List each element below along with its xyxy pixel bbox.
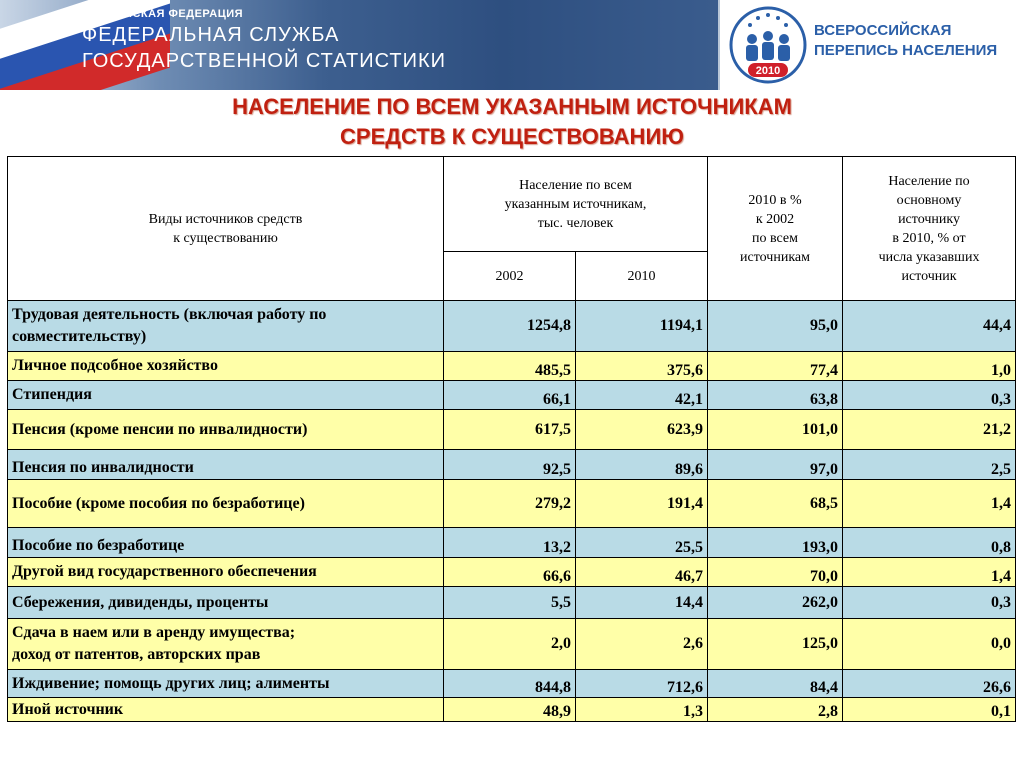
cell-2010: 25,5 — [576, 528, 708, 558]
cell-2010: 14,4 — [576, 587, 708, 619]
row-label: Стипендия — [8, 381, 444, 410]
cell-ratio: 63,8 — [708, 381, 843, 410]
cell-2010: 46,7 — [576, 558, 708, 587]
page-title — [0, 92, 1024, 152]
table-row — [8, 381, 1016, 410]
cell-2010: 1194,1 — [576, 301, 708, 352]
table-row — [8, 558, 1016, 587]
cell-main: 1,4 — [843, 480, 1016, 528]
cell-ratio: 70,0 — [708, 558, 843, 587]
row-label: Пенсия по инвалидности — [8, 450, 444, 480]
table-row — [8, 301, 1016, 352]
table-row — [8, 619, 1016, 670]
cell-main: 0,3 — [843, 381, 1016, 410]
table-row — [8, 352, 1016, 381]
title-line1: НАСЕЛЕНИЕ ПО ВСЕМ УКАЗАННЫМ ИСТОЧНИКАМ — [232, 94, 792, 119]
census-line2: ПЕРЕПИСЬ НАСЕЛЕНИЯ — [814, 42, 998, 59]
cell-ratio: 193,0 — [708, 528, 843, 558]
cell-2002: 279,2 — [444, 480, 576, 528]
cell-2002: 5,5 — [444, 587, 576, 619]
header-2010: 2010 — [576, 252, 708, 301]
table-row — [8, 480, 1016, 528]
cell-main: 26,6 — [843, 670, 1016, 698]
cell-2002: 92,5 — [444, 450, 576, 480]
cell-main: 1,0 — [843, 352, 1016, 381]
header-main-source: Население по основному источнику в 2010, % от числа указавших источник — [843, 157, 1016, 301]
census-year: 2010 — [755, 65, 781, 77]
rosstat-banner — [0, 0, 718, 90]
cell-ratio: 84,4 — [708, 670, 843, 698]
cell-2002: 1254,8 — [444, 301, 576, 352]
cell-2010: 89,6 — [576, 450, 708, 480]
cell-2002: 66,6 — [444, 558, 576, 587]
census-banner — [718, 0, 1024, 90]
cell-2002: 48,9 — [444, 698, 576, 722]
header-sources: Виды источников средств к существованию — [8, 157, 444, 301]
cell-2010: 712,6 — [576, 670, 708, 698]
cell-2002: 844,8 — [444, 670, 576, 698]
cell-2002: 13,2 — [444, 528, 576, 558]
table-row — [8, 410, 1016, 450]
row-label: Пособие по безработице — [8, 528, 444, 558]
cell-main: 44,4 — [843, 301, 1016, 352]
cell-main: 0,1 — [843, 698, 1016, 722]
row-label: Сдача в наем или в аренду имущества; доход от патентов, авторских прав — [8, 619, 444, 670]
cell-2010: 623,9 — [576, 410, 708, 450]
header-ratio: 2010 в % к 2002 по всем источникам — [708, 157, 843, 301]
cell-2002: 485,5 — [444, 352, 576, 381]
row-label: Иной источник — [8, 698, 444, 722]
row-label: Трудовая деятельность (включая работу по совместительству) — [8, 301, 444, 352]
cell-2010: 191,4 — [576, 480, 708, 528]
table-row — [8, 450, 1016, 480]
russian-flag-graphic — [0, 0, 90, 90]
cell-main: 1,4 — [843, 558, 1016, 587]
cell-ratio: 125,0 — [708, 619, 843, 670]
cell-ratio: 97,0 — [708, 450, 843, 480]
cell-main: 2,5 — [843, 450, 1016, 480]
census-logo-icon — [728, 5, 808, 85]
row-label: Пособие (кроме пособия по безработице) — [8, 480, 444, 528]
header-population: Население по всем указанным источникам, тыс. человек — [444, 157, 708, 252]
table-row — [8, 670, 1016, 698]
census-line1: ВСЕРОССИЙСКАЯ — [814, 22, 952, 39]
cell-ratio: 262,0 — [708, 587, 843, 619]
cell-2010: 375,6 — [576, 352, 708, 381]
row-label: Другой вид государственного обеспечения — [8, 558, 444, 587]
gov-line1: РОССИЙСКАЯ ФЕДЕРАЦИЯ — [82, 8, 244, 20]
cell-ratio: 77,4 — [708, 352, 843, 381]
row-label: Сбережения, дивиденды, проценты — [8, 587, 444, 619]
cell-2002: 617,5 — [444, 410, 576, 450]
table-row — [8, 698, 1016, 722]
row-label: Пенсия (кроме пенсии по инвалидности) — [8, 410, 444, 450]
cell-2010: 1,3 — [576, 698, 708, 722]
cell-2010: 2,6 — [576, 619, 708, 670]
cell-2002: 2,0 — [444, 619, 576, 670]
cell-main: 0,0 — [843, 619, 1016, 670]
row-label: Иждивение; помощь других лиц; алименты — [8, 670, 444, 698]
cell-ratio: 101,0 — [708, 410, 843, 450]
table-row — [8, 528, 1016, 558]
cell-2002: 66,1 — [444, 381, 576, 410]
gov-line3: ГОСУДАРСТВЕННОЙ СТАТИСТИКИ — [82, 50, 446, 72]
income-sources-table — [7, 156, 1016, 722]
row-label: Личное подсобное хозяйство — [8, 352, 444, 381]
cell-ratio: 68,5 — [708, 480, 843, 528]
cell-ratio: 95,0 — [708, 301, 843, 352]
cell-main: 21,2 — [843, 410, 1016, 450]
header-2002: 2002 — [444, 252, 576, 301]
table-row — [8, 587, 1016, 619]
cell-main: 0,8 — [843, 528, 1016, 558]
title-line2: СРЕДСТВ К СУЩЕСТВОВАНИЮ — [340, 124, 684, 149]
cell-main: 0,3 — [843, 587, 1016, 619]
cell-2010: 42,1 — [576, 381, 708, 410]
gov-line2: ФЕДЕРАЛЬНАЯ СЛУЖБА — [82, 24, 340, 46]
cell-ratio: 2,8 — [708, 698, 843, 722]
